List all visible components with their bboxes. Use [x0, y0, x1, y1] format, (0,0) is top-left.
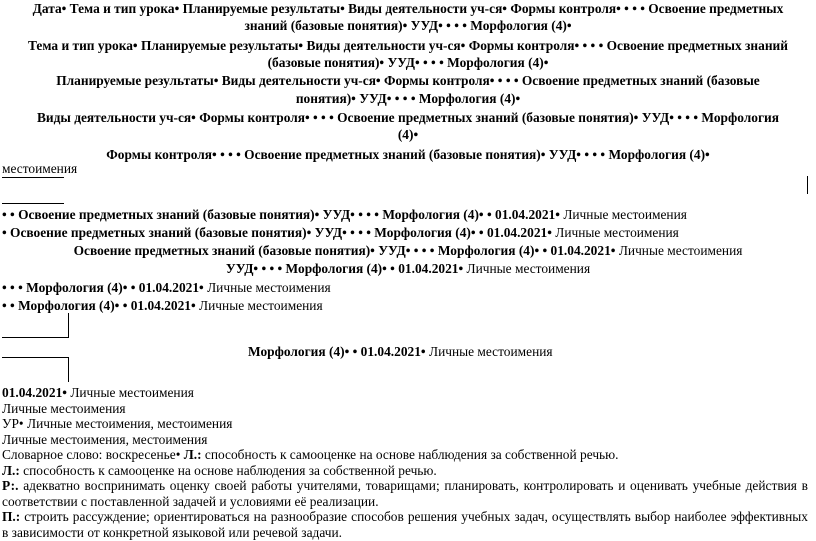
header-row-4-line-1: Виды деятельности уч-ся• Формы контроля• • • • Освоение предметных знаний (базовые понятия)• УУД• • • • Морфология	[36, 110, 780, 125]
row-4-bold: УУД• • • • Морфология (4)• • 01.04.2021•	[225, 261, 464, 276]
regulatory-text: адекватно воспринимать оценку своей работы учителями, товарищами; планировать, контролировать и оценивать учебные действия в соответствии с поставленной задачей и условиями её реализации.	[2, 478, 808, 509]
row-1-topic: Личные местоимения	[563, 207, 687, 222]
header-row-1-line-2: знаний (базовые понятия)• УУД• • • • Морфология (4)•	[244, 18, 572, 33]
header-row-3-line-2: понятия)• УУД• • • • Морфология (4)•	[295, 91, 521, 106]
header-row-2-line-2: (базовые понятия)• УУД• • • • Морфология (4)•	[267, 55, 549, 70]
row-5-topic: Личные местоимения	[207, 280, 331, 295]
row-6-bold: • • Морфология (4)• • 01.04.2021•	[2, 298, 196, 313]
table-rule-vertical	[68, 357, 69, 382]
regulatory-paragraph	[2, 478, 808, 510]
row-3-topic: Личные местоимения	[618, 243, 743, 258]
header-row-4-line-2: (4)•	[397, 127, 419, 142]
row-7	[248, 344, 553, 360]
cognitive-text: строить рассуждение; ориентироваться на разнообразие способов решения учебных задач, осуществлять выбор наиболее эффективных в зависимости от конкретной языковой или речевой задачи.	[2, 509, 808, 540]
row-2-topic: Личные местоимения	[555, 225, 679, 240]
row-4-topic: Личные местоимения	[466, 261, 591, 276]
row-8-topic: Личные местоимения	[70, 385, 194, 400]
topic-line: Личные местоимения	[2, 401, 126, 416]
table-rule	[2, 357, 68, 358]
table-rule	[2, 203, 64, 204]
row-5-bold: • • • Морфология (4)• • 01.04.2021•	[2, 280, 204, 295]
row-3	[0, 243, 816, 259]
row-3-bold: Освоение предметных знаний (базовые понятия)• УУД• • • • Морфология (4)• • 01.04.2021•	[73, 243, 616, 258]
cognitive-paragraph	[2, 509, 808, 541]
row-8	[2, 385, 194, 401]
personal-text: способность к самооценке на основе наблюдения за собственной речью.	[204, 447, 619, 462]
personal-key: Л.:	[183, 447, 202, 462]
regulatory-key: Р:.	[2, 478, 19, 493]
row-6-topic: Личные местоимения	[199, 298, 323, 313]
personal-line	[2, 463, 437, 479]
pronouns-fragment: местоимения	[2, 161, 78, 176]
vocabulary-line	[2, 447, 619, 463]
vocabulary-word: воскресенье•	[105, 447, 181, 462]
personal-text-2: способность к самооценке на основе наблюдения за собственной речью.	[23, 463, 437, 478]
row-6	[2, 298, 323, 314]
row-7-bold: Морфология (4)• • 01.04.2021•	[248, 344, 426, 359]
concepts-line: Личные местоимения, местоимения	[2, 432, 208, 447]
personal-key-2: Л.:	[2, 463, 20, 478]
row-7-topic: Личные местоимения	[428, 344, 553, 359]
row-2-bold: • Освоение предметных знаний (базовые понятия)• УУД• • • • Морфология (4)• • 01.04.2021•	[2, 225, 552, 240]
cognitive-key: П.:	[2, 509, 21, 524]
row-1	[2, 207, 687, 223]
row-4	[0, 261, 816, 277]
table-rule	[2, 177, 64, 178]
goals-prefix: УР•	[2, 416, 24, 431]
goals-line	[2, 416, 232, 432]
row-1-bold: • • Освоение предметных знаний (базовые понятия)• УУД• • • • Морфология (4)• • 01.04.2021•	[2, 207, 560, 222]
row-2	[2, 225, 679, 241]
table-rule	[2, 337, 68, 338]
table-rule-vertical	[807, 176, 808, 194]
header-row-2-line-1: Тема и тип урока• Планируемые результаты• Виды деятельности уч-ся• Формы контроля• • • • Освоение предметных знаний	[28, 38, 788, 53]
header-row-1-line-1: Дата• Тема и тип урока• Планируемые результаты• Виды деятельности уч-ся• Формы контроля• • • • Освоение предметных	[32, 1, 784, 16]
row-8-date: 01.04.2021•	[2, 385, 67, 400]
vocabulary-label: Словарное слово:	[2, 447, 103, 462]
header-row-3-line-1: Планируемые результаты• Виды деятельности уч-ся• Формы контроля• • • • Освоение предметных знаний (базовые	[56, 73, 760, 88]
table-rule-vertical	[68, 313, 69, 338]
row-5	[2, 280, 331, 296]
goals-text: Личные местоимения, местоимения	[26, 416, 233, 431]
header-row-5: Формы контроля• • • • Освоение предметных знаний (базовые понятия)• УУД• • • • Морфология (4)•	[106, 147, 710, 162]
